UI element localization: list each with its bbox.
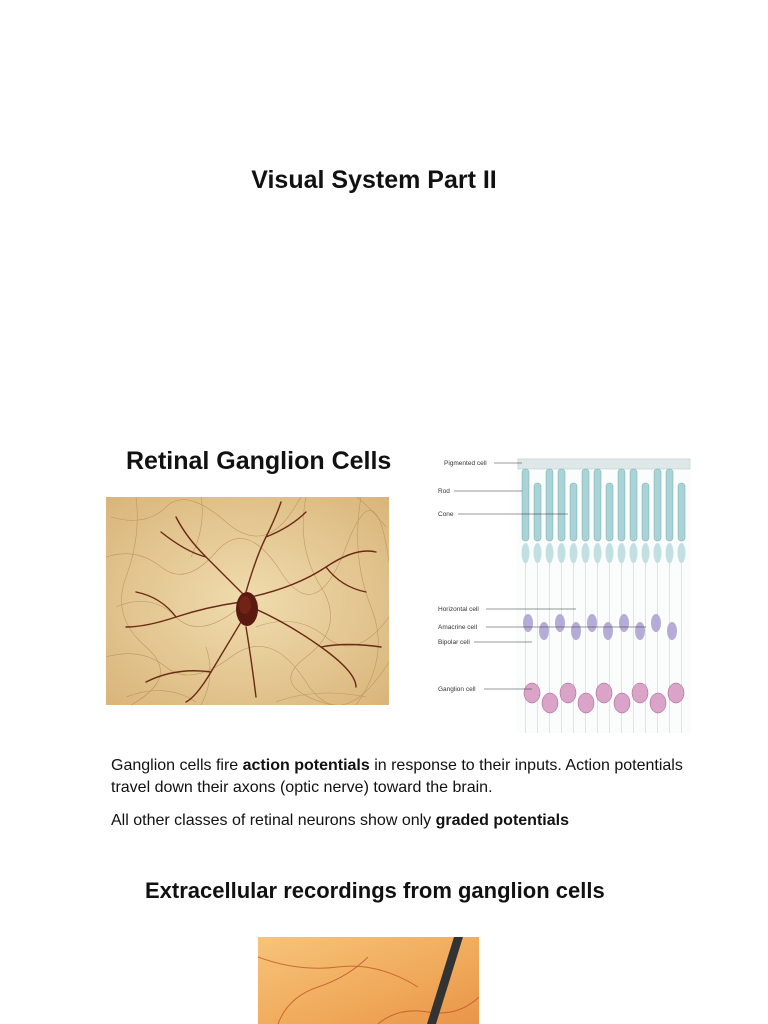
ganglion-cell-micrograph (106, 497, 389, 705)
paragraph-graded-potentials: All other classes of retinal neurons show only graded potentials (111, 812, 569, 829)
page-title: Visual System Part II (251, 166, 497, 194)
photoreceptor-body (630, 543, 638, 563)
bold-graded-potentials: graded potentials (435, 812, 569, 829)
cone-cell (642, 483, 649, 541)
photoreceptor-body (618, 543, 626, 563)
photoreceptor-body (582, 543, 590, 563)
bipolar-cell (619, 614, 629, 632)
section-heading-ganglion: Retinal Ganglion Cells (126, 447, 392, 475)
cone-cell (606, 483, 613, 541)
photoreceptor-body (678, 543, 686, 563)
label-pigmented-cell: Pigmented cell (444, 460, 487, 467)
photoreceptor-body (522, 543, 530, 563)
rod-cell (630, 469, 637, 541)
bipolar-cell (667, 622, 677, 640)
ganglion-cell (650, 693, 666, 713)
bipolar-cell (587, 614, 597, 632)
bipolar-cell (571, 622, 581, 640)
photoreceptor-body (558, 543, 566, 563)
bipolar-cell (555, 614, 565, 632)
paragraph-action-potentials: Ganglion cells fire action potentials in response to their inputs. Action potentials travel down their axons (optic nerve) toward the brain. (111, 757, 683, 796)
rod-cell (618, 469, 625, 541)
label-ganglion-cell: Ganglion cell (438, 686, 476, 693)
label-cone: Cone (438, 511, 454, 518)
rod-cell (594, 469, 601, 541)
retina-layers-diagram (436, 453, 696, 738)
section-heading-recordings: Extracellular recordings from ganglion cells (145, 878, 605, 903)
ganglion-cell (632, 683, 648, 703)
photoreceptor-body (606, 543, 614, 563)
rod-cell (546, 469, 553, 541)
rod-cell (522, 469, 529, 541)
label-amacrine-cell: Amacrine cell (438, 624, 478, 631)
rod-cell (666, 469, 673, 541)
rod-cell (582, 469, 589, 541)
photoreceptor-body (534, 543, 542, 563)
ganglion-cell (560, 683, 576, 703)
ganglion-cell (542, 693, 558, 713)
cone-cell (534, 483, 541, 541)
label-horizontal-cell: Horizontal cell (438, 606, 479, 613)
photoreceptor-body (654, 543, 662, 563)
photoreceptor-body (642, 543, 650, 563)
cone-cell (570, 483, 577, 541)
retina-electrode-photo (258, 937, 479, 1024)
rod-cell (558, 469, 565, 541)
bipolar-cell (635, 622, 645, 640)
rod-cell (654, 469, 661, 541)
ganglion-cell (578, 693, 594, 713)
ganglion-cell (668, 683, 684, 703)
cone-cell (678, 483, 685, 541)
photoreceptor-body (546, 543, 554, 563)
bipolar-cell (539, 622, 549, 640)
ganglion-cell (596, 683, 612, 703)
label-bipolar-cell: Bipolar cell (438, 639, 470, 646)
bipolar-cell (603, 622, 613, 640)
photoreceptor-body (666, 543, 674, 563)
bold-action-potentials: action potentials (242, 757, 370, 774)
bipolar-cell (523, 614, 533, 632)
photoreceptor-body (570, 543, 578, 563)
ganglion-cell (524, 683, 540, 703)
bipolar-cell (651, 614, 661, 632)
photoreceptor-body (594, 543, 602, 563)
ganglion-cell (614, 693, 630, 713)
label-rod: Rod (438, 488, 450, 495)
